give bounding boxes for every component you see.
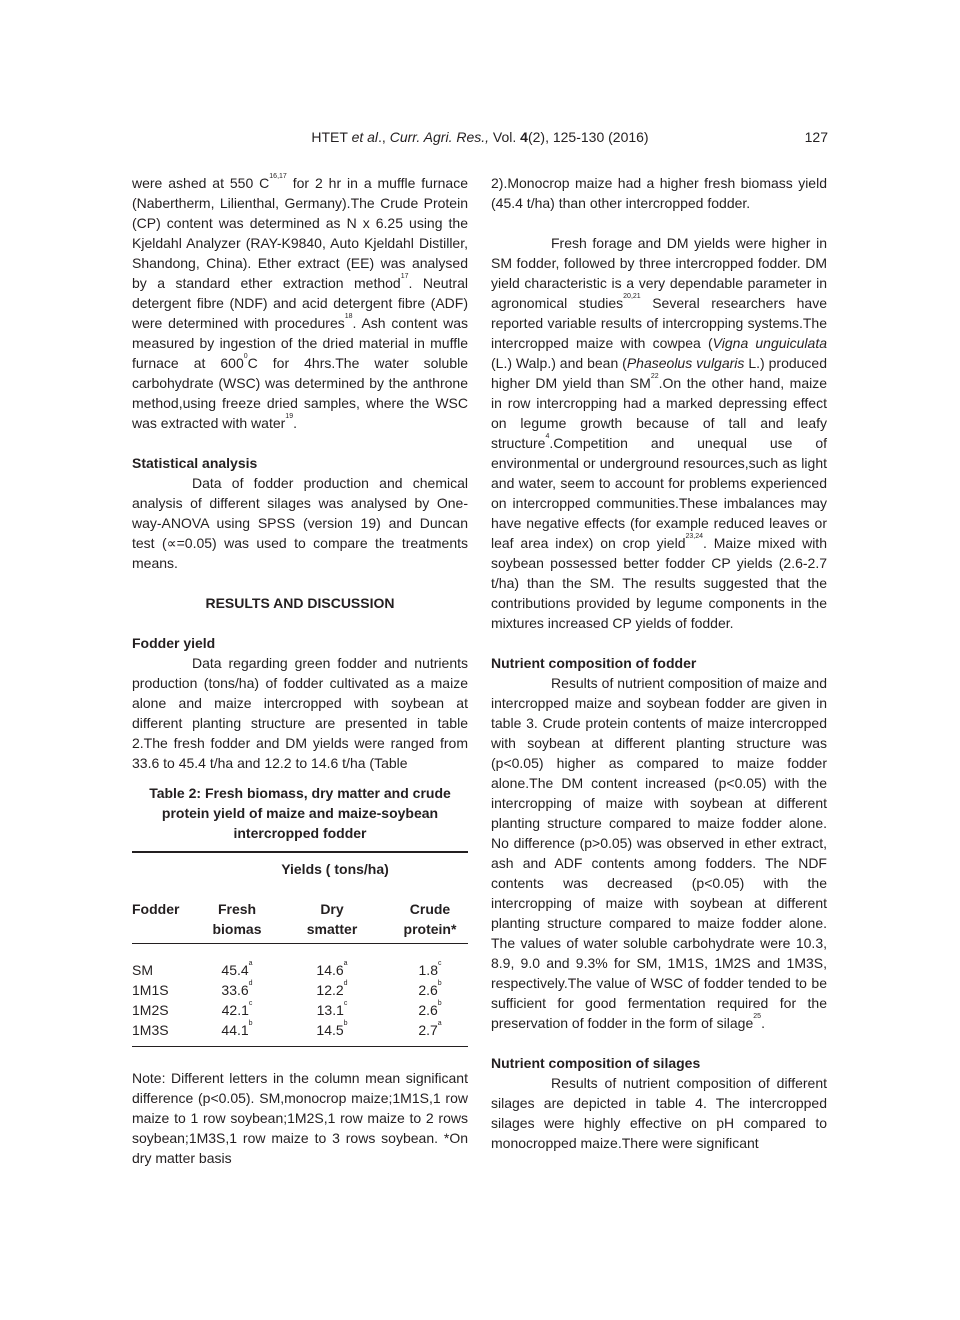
- col-header-fresh: Fresh: [217, 901, 257, 917]
- fodder-yield-discussion: Fresh forage and DM yields were higher in SM fodder, followed by three intercropped fodder. DM yield characteristic is a very dependable parameter in agronomical studies$^{20,21}$ Several researchers have reported variable results of intercropping systems.The intercropped maize with cowpea (Vigna unguiculata (L.) Walp.) and bean (Phaseolus vulgaris L.) produced higher DM yield than SM$^{22}$.On the other hand, maize in row intercropping had a marked depressing effect on legume growth because of tall and leafy structure$^4$.Competition and unequal use of environmental or underground resources,such as light and water, seem to account for problems experienced on intercropped communities.These imbalances may have negative effects (for example reduced leaves or leaf area index) on crop yield$^{23,24}$. Maize mixed with soybean possessed better fodder CP yields (2.6-2.7 t/ha) than the SM. The results suggested that the contributions provided by legume components in the mixtures increased CP yields of fodder.: [491, 235, 828, 631]
- col-header-cp-2: protein*: [403, 921, 457, 937]
- running-header: [0, 129, 960, 149]
- nutrient-fodder-heading: Nutrient composition of fodder: [491, 655, 697, 671]
- col-header-fodder: Fodder: [132, 901, 180, 917]
- col-header-dry: Dry: [320, 901, 344, 917]
- table-row: SM 45.4$^a$ 14.6$^a$ 1.8$^c$: [132, 960, 442, 978]
- col-header-dry-2: smatter: [306, 921, 358, 937]
- table-caption: Table 2: Fresh biomass, dry matter and crude protein yield of maize and maize-soybean intercropped fodder: [149, 785, 451, 841]
- fodder-yield-text: Data regarding green fodder and nutrients production (tons/ha) of fodder cultivated as a maize alone and maize intercropped with soybean at different planting structure are presented in table 2.The fresh fodder and DM yields were ranged from 33.6 to 45.4 t/ha and 12.2 to 14.6 t/ha (Table: [132, 655, 468, 771]
- right-column: [491, 173, 827, 1153]
- table-row: 1M2S 42.1$^c$ 13.1$^c$ 2.6$^b$: [132, 1000, 442, 1018]
- fodder-yield-heading: Fodder yield: [132, 635, 216, 651]
- running-citation: HTET et al., Curr. Agri. Res., Vol. 4(2), 125-130 (2016): [311, 129, 649, 145]
- yields-group-header: Yields ( tons/ha): [281, 861, 389, 877]
- col-header-cp: Crude: [409, 901, 451, 917]
- yield-table: [132, 851, 468, 1048]
- statistical-analysis-heading: Statistical analysis: [132, 455, 258, 471]
- fodder-yield-continued: 2).Monocrop maize had a higher fresh biomass yield (45.4 t/ha) than other intercropped fodder.: [491, 175, 827, 211]
- nutrient-silage-text: Results of nutrient composition of different silages are depicted in table 4. The intercropped silages were highly effective on pH compared to monocropped maize.There were significant: [491, 1075, 827, 1151]
- left-column: [132, 173, 468, 1168]
- table-row: 1M3S 44.1$^b$ 14.5$^b$ 2.7$^a$: [132, 1020, 442, 1038]
- table-note: Note: Different letters in the column mean significant difference (p<0.05). SM,monocrop maize;1M1S,1 row maize to 1 row soybean;1M2S,1 row maize to 2 rows soybean;1M3S,1 row maize to 3 rows soybean. *On dry matter basis: [132, 1070, 468, 1166]
- methods-paragraph: were ashed at 550 C$^{16,17}$ for 2 hr in a muffle furnace (Nabertherm, Lilienthal, Germany).The Crude Protein (CP) content was determined as N x 6.25 using the Kjeldahl Analyzer (RAY-K9840, Auto Kjeldahl Distiller, Shandong, China). Ether extract (EE) was analysed by a standard ether extraction method$^{17}$. Neutral detergent fibre (NDF) and acid detergent fibre (ADF) were determined with procedures$^{18}$. Ash content was measured by ingestion of the dried material in muffle furnace at $600^0C$ for 4hrs.The water soluble carbohydrate (WSC) was determined by the anthrone method,using freeze dried samples, where the WSC was extracted with water$^{19}$.: [132, 173, 468, 431]
- nutrient-silage-heading: Nutrient composition of silages: [491, 1055, 701, 1071]
- results-heading: RESULTS AND DISCUSSION: [205, 595, 395, 611]
- table-row: 1M1S 33.6$^d$ 12.2$^d$ 2.6$^b$: [132, 980, 442, 998]
- nutrient-fodder-text: Results of nutrient composition of maize and intercropped maize and soybean fodder are given in table 3. Crude protein contents of maize intercropped with soybean at different planting structure was (p<0.05) higher as compared to maize fodder alone.The DM content increased (p<0.05) with the intercropping of maize with soybean at different planting structure compared to maize fodder alone. No difference (p>0.05) was observed in ether extract, ash and ADF contents among fodders. The NDF contents was decreased (p<0.05) with the intercropping of maize with soybean at different planting structure compared to maize fodder alone. The values of water soluble carbohydrate were 10.3, 8.9, 9.0 and 9.3% for SM, 1M1S, 1M2S and 1M3S, respectively.The value of WSC of fodder tended to be sufficient for good fermentation required for the preservation of fodder in the form of silage$^{25}$.: [491, 675, 827, 1031]
- page-number: 127: [804, 129, 828, 145]
- col-header-fresh-2: biomas: [212, 921, 262, 937]
- statistical-analysis-text: Data of fodder production and chemical analysis of different silages was analysed by One-way-ANOVA using SPSS (version 19) and Duncan test (∝=0.05) was used to compare the treatments means.: [132, 475, 468, 571]
